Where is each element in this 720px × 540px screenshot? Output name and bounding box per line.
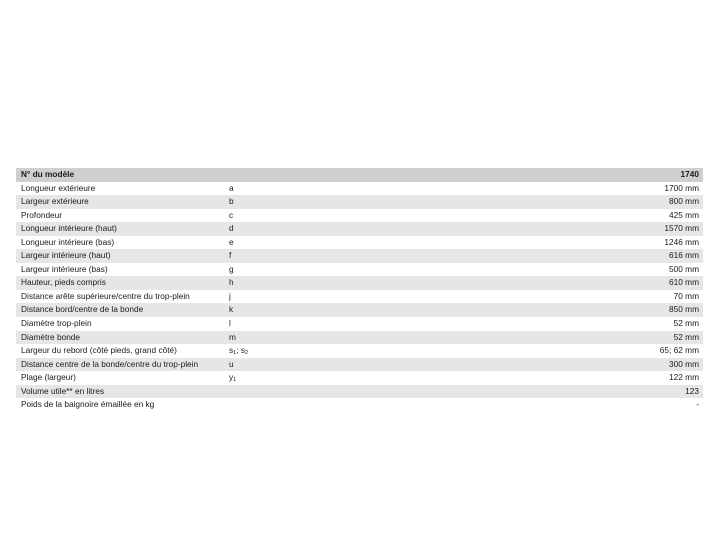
row-symbol: j bbox=[225, 290, 353, 304]
symbol-y: y bbox=[229, 372, 234, 383]
row-label: Largeur intérieure (bas) bbox=[16, 263, 225, 277]
row-value: 1246 mm bbox=[353, 236, 703, 250]
row-label: Diamètre bonde bbox=[16, 331, 225, 345]
table-row bbox=[16, 317, 703, 331]
row-label: Largeur du rebord (côté pieds, grand côté) bbox=[16, 344, 225, 358]
model-number-value: 1740 bbox=[353, 168, 703, 182]
row-value: 1700 mm bbox=[353, 182, 703, 196]
row-value: 1570 mm bbox=[353, 222, 703, 236]
table-row bbox=[16, 276, 703, 290]
row-label: Distance bord/centre de la bonde bbox=[16, 303, 225, 317]
symbol-s: s bbox=[229, 345, 234, 356]
row-label: Hauteur, pieds compris bbox=[16, 276, 225, 290]
row-value: 425 mm bbox=[353, 209, 703, 223]
row-symbol: d bbox=[225, 222, 353, 236]
row-label: Largeur intérieure (haut) bbox=[16, 249, 225, 263]
row-symbol: k bbox=[225, 303, 353, 317]
row-label: Plage (largeur) bbox=[16, 371, 225, 385]
model-number-label: N° du modèle bbox=[16, 168, 225, 182]
row-label: Volume utile** en litres bbox=[16, 385, 225, 399]
table-row bbox=[16, 182, 703, 196]
row-value: 123 bbox=[353, 385, 703, 399]
table-row bbox=[16, 371, 703, 385]
row-value: 800 mm bbox=[353, 195, 703, 209]
row-label: Longueur intérieure (haut) bbox=[16, 222, 225, 236]
table-row bbox=[16, 263, 703, 277]
row-value: 616 mm bbox=[353, 249, 703, 263]
model-number-symbol bbox=[225, 168, 353, 182]
row-symbol bbox=[225, 371, 353, 385]
row-value: - bbox=[353, 398, 703, 412]
table-row bbox=[16, 249, 703, 263]
row-value: 850 mm bbox=[353, 303, 703, 317]
table-row bbox=[16, 344, 703, 358]
row-symbol: u bbox=[225, 358, 353, 372]
table-row bbox=[16, 385, 703, 399]
symbol-subscript-1: 1 bbox=[233, 350, 237, 357]
row-value: 70 mm bbox=[353, 290, 703, 304]
table-row bbox=[16, 303, 703, 317]
row-symbol: l bbox=[225, 317, 353, 331]
row-symbol: f bbox=[225, 249, 353, 263]
table-row bbox=[16, 236, 703, 250]
row-value: 52 mm bbox=[353, 331, 703, 345]
row-value: 610 mm bbox=[353, 276, 703, 290]
row-value: 52 mm bbox=[353, 317, 703, 331]
row-value: 300 mm bbox=[353, 358, 703, 372]
row-label: Diamètre trop-plein bbox=[16, 317, 225, 331]
row-value: 500 mm bbox=[353, 263, 703, 277]
row-value: 122 mm bbox=[353, 371, 703, 385]
row-symbol: a bbox=[225, 182, 353, 196]
table-row bbox=[16, 209, 703, 223]
row-symbol: c bbox=[225, 209, 353, 223]
table-row bbox=[16, 195, 703, 209]
row-symbol bbox=[225, 398, 353, 412]
table-header-row bbox=[16, 168, 703, 182]
row-symbol bbox=[225, 385, 353, 399]
row-symbol: e bbox=[225, 236, 353, 250]
table-row bbox=[16, 331, 703, 345]
symbol-separator: ; s bbox=[236, 345, 245, 356]
row-label: Poids de la baignoire émaillée en kg bbox=[16, 398, 225, 412]
table-row bbox=[16, 358, 703, 372]
row-symbol: h bbox=[225, 276, 353, 290]
row-label: Distance centre de la bonde/centre du trop-plein bbox=[16, 358, 225, 372]
row-label: Longueur intérieure (bas) bbox=[16, 236, 225, 250]
table-row bbox=[16, 398, 703, 412]
spec-table bbox=[16, 168, 703, 412]
row-symbol: m bbox=[225, 331, 353, 345]
table-row bbox=[16, 290, 703, 304]
row-label: Profondeur bbox=[16, 209, 225, 223]
row-label: Longueur extérieure bbox=[16, 182, 225, 196]
symbol-subscript: 1 bbox=[233, 377, 237, 384]
row-label: Distance arête supérieure/centre du trop-plein bbox=[16, 290, 225, 304]
symbol-subscript-2: 2 bbox=[244, 350, 249, 357]
row-label: Largeur extérieure bbox=[16, 195, 225, 209]
row-symbol: b bbox=[225, 195, 353, 209]
row-symbol bbox=[225, 344, 353, 358]
row-value: 65; 62 mm bbox=[353, 344, 703, 358]
table-row bbox=[16, 222, 703, 236]
row-symbol: g bbox=[225, 263, 353, 277]
